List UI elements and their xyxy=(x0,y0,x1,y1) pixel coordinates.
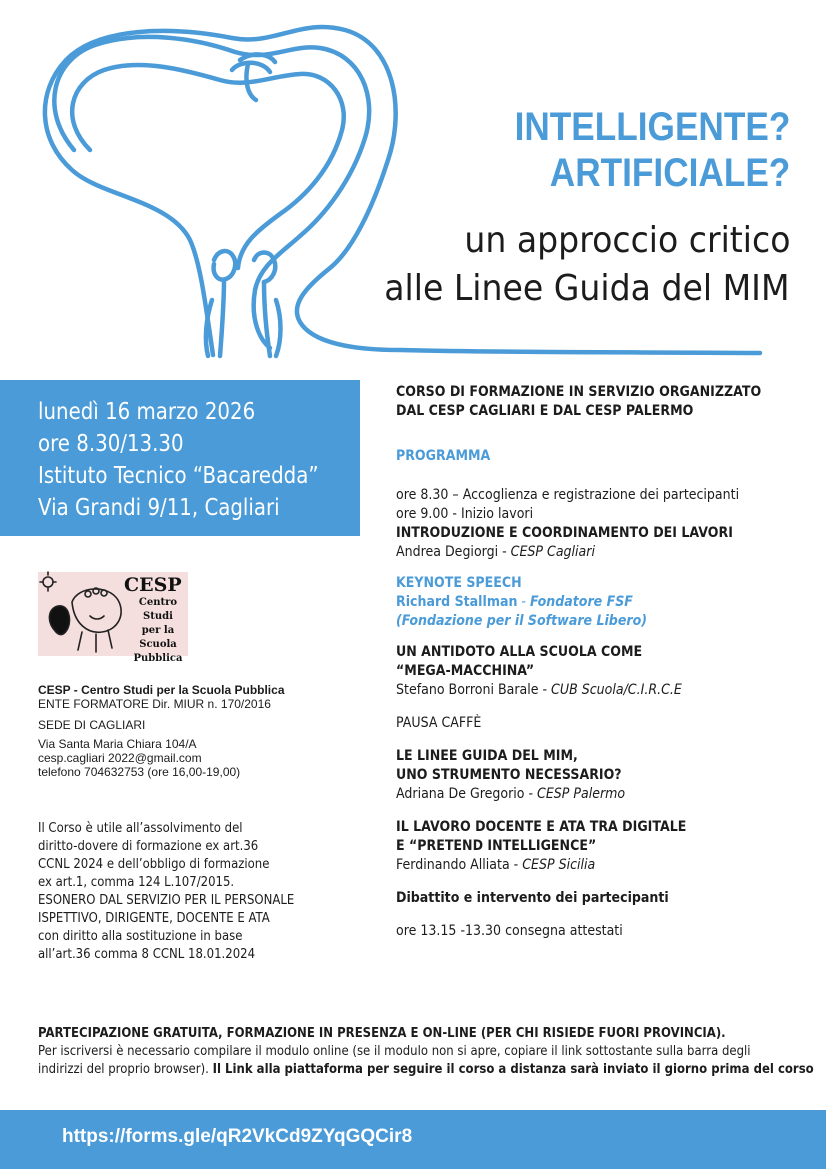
keynote-affiliation: Fondatore FSF xyxy=(529,594,633,610)
participation-line-3 xyxy=(38,1061,814,1079)
registration-link[interactable]: https://forms.gle/qR2VkCd9ZYqGQCir8 xyxy=(62,1126,413,1147)
coffee-break: PAUSA CAFFÈ xyxy=(396,715,482,731)
title-line-4: alle Linee Guida del MIM xyxy=(384,268,790,309)
title-line-1: INTELLIGENTE? xyxy=(514,105,790,149)
title-line-2: ARTIFICIALE? xyxy=(549,151,790,195)
participation-line-3-bold: Il Link alla piattaforma per seguire il corso a distanza sarà inviato il giorno prima del corso xyxy=(212,1062,814,1077)
talk1-title-line-1: UN ANTIDOTO ALLA SCUOLA COME xyxy=(396,644,643,660)
course-header-line-2: DAL CESP CAGLIARI E DAL CESP PALERMO xyxy=(396,403,694,419)
program-end: ore 13.15 -13.30 consegna attestati xyxy=(396,923,623,939)
course-info-line: all’art.36 comma 8 CCNL 18.01.2024 xyxy=(38,947,256,962)
keynote-speaker-line: Richard Stallman - Fondatore FSF xyxy=(396,594,633,610)
course-info xyxy=(38,820,323,964)
program-welcome: ore 8.30 – Accoglienza e registrazione dei partecipanti xyxy=(396,487,740,503)
participation-line-2: Per iscriversi è necessario compilare il modulo online (se il modulo non si apre, copiare il link sottostante sulla barra degli xyxy=(38,1044,751,1059)
talk3-affiliation: CESP Sicilia xyxy=(522,857,596,873)
course-info-line: diritto-dovere di formazione ex art.36 xyxy=(38,839,259,854)
program-column xyxy=(396,383,816,941)
logo-subtitle-line-2: per la xyxy=(141,625,175,636)
course-info-line: ex art.1, comma 124 L.107/2015. xyxy=(38,875,235,890)
talk1-speaker-line: Stefano Borroni Barale - CUB Scuola/C.I.R.C.E xyxy=(396,682,682,698)
talk2-affiliation: CESP Palermo xyxy=(537,786,626,802)
program-label: PROGRAMMA xyxy=(396,448,491,464)
talk3-speaker-line: Ferdinando Alliata - CESP Sicilia xyxy=(396,857,596,873)
debate: Dibattito e intervento dei partecipanti xyxy=(396,890,669,906)
keynote-affiliation-full: (Fondazione per il Software Libero) xyxy=(396,613,648,629)
course-info-line: con diritto alla sostituzione in base xyxy=(38,929,243,944)
cesp-logo xyxy=(38,572,188,664)
intro-title: INTRODUZIONE E COORDINAMENTO DEI LAVORI xyxy=(396,525,733,541)
event-address: Via Grandi 9/11, Cagliari xyxy=(38,495,280,521)
program-start: ore 9.00 - Inizio lavori xyxy=(396,506,534,522)
logo-subtitle xyxy=(130,596,186,666)
event-time: ore 8.30/13.30 xyxy=(38,431,184,457)
talk3-title-line-2: E “PRETEND INTELLIGENCE” xyxy=(396,838,597,854)
intro-affiliation: CESP Cagliari xyxy=(510,544,595,560)
participation-info xyxy=(38,1025,814,1079)
talk1-speaker: Stefano Borroni Barale xyxy=(396,682,539,698)
org-email[interactable]: cesp.cagliari 2022@gmail.com xyxy=(38,751,202,765)
course-info-line: CCNL 2024 e dell’obbligo di formazione xyxy=(38,857,270,872)
event-venue: Istituto Tecnico “Bacaredda” xyxy=(38,463,319,489)
title-line-3: un approccio critico xyxy=(463,220,790,261)
org-sede-title: SEDE DI CAGLIARI xyxy=(38,718,146,732)
course-info-line: Il Corso è utile all’assolvimento del xyxy=(38,821,243,836)
talk2-speaker: Adriana De Gregorio xyxy=(396,786,525,802)
org-ente: ENTE FORMATORE Dir. MIUR n. 170/2016 xyxy=(38,697,271,711)
talk2-title-line-2: UNO STRUMENTO NECESSARIO? xyxy=(396,767,622,783)
intro-speaker-line: Andrea Degiorgi - CESP Cagliari xyxy=(396,544,595,560)
talk3-title-line-1: IL LAVORO DOCENTE E ATA TRA DIGITALE xyxy=(396,819,687,835)
org-name: CESP - Centro Studi per la Scuola Pubblica xyxy=(38,683,285,697)
logo-title: CESP xyxy=(124,574,182,596)
logo-subtitle-line-1: Centro Studi xyxy=(138,597,178,622)
intro-speaker: Andrea Degiorgi xyxy=(396,544,499,560)
event-date: lunedì 16 marzo 2026 xyxy=(38,399,256,425)
participation-line-3-regular: indirizzi del proprio browser). xyxy=(38,1062,209,1077)
talk1-title-line-2: “MEGA-MACCHINA” xyxy=(396,663,535,679)
talk3-speaker: Ferdinando Alliata xyxy=(396,857,510,873)
org-phone: telefono 704632753 (ore 16,00-19,00) xyxy=(38,765,241,779)
participation-headline: PARTECIPAZIONE GRATUITA, FORMAZIONE IN PRESENZA E ON-LINE (PER CHI RISIEDE FUORI PROVINCIA). xyxy=(38,1026,726,1041)
course-header-line-1: CORSO DI FORMAZIONE IN SERVIZIO ORGANIZZATO xyxy=(396,384,762,400)
logo-subtitle-line-4: Pubblica xyxy=(133,653,183,664)
talk2-title-line-1: LE LINEE GUIDA DEL MIM, xyxy=(396,748,578,764)
talk2-speaker-line: Adriana De Gregorio - CESP Palermo xyxy=(396,786,626,802)
course-info-line: ESONERO DAL SERVIZIO PER IL PERSONALE xyxy=(38,893,295,908)
course-info-line: ISPETTIVO, DIRIGENTE, DOCENTE E ATA xyxy=(38,911,270,926)
keynote-label: KEYNOTE SPEECH xyxy=(396,575,522,591)
keynote-speaker: Richard Stallman xyxy=(396,594,518,610)
logo-subtitle-line-3: Scuola xyxy=(139,639,177,650)
talk1-affiliation: CUB Scuola/C.I.R.C.E xyxy=(551,682,682,698)
org-address: Via Santa Maria Chiara 104/A xyxy=(38,737,197,751)
